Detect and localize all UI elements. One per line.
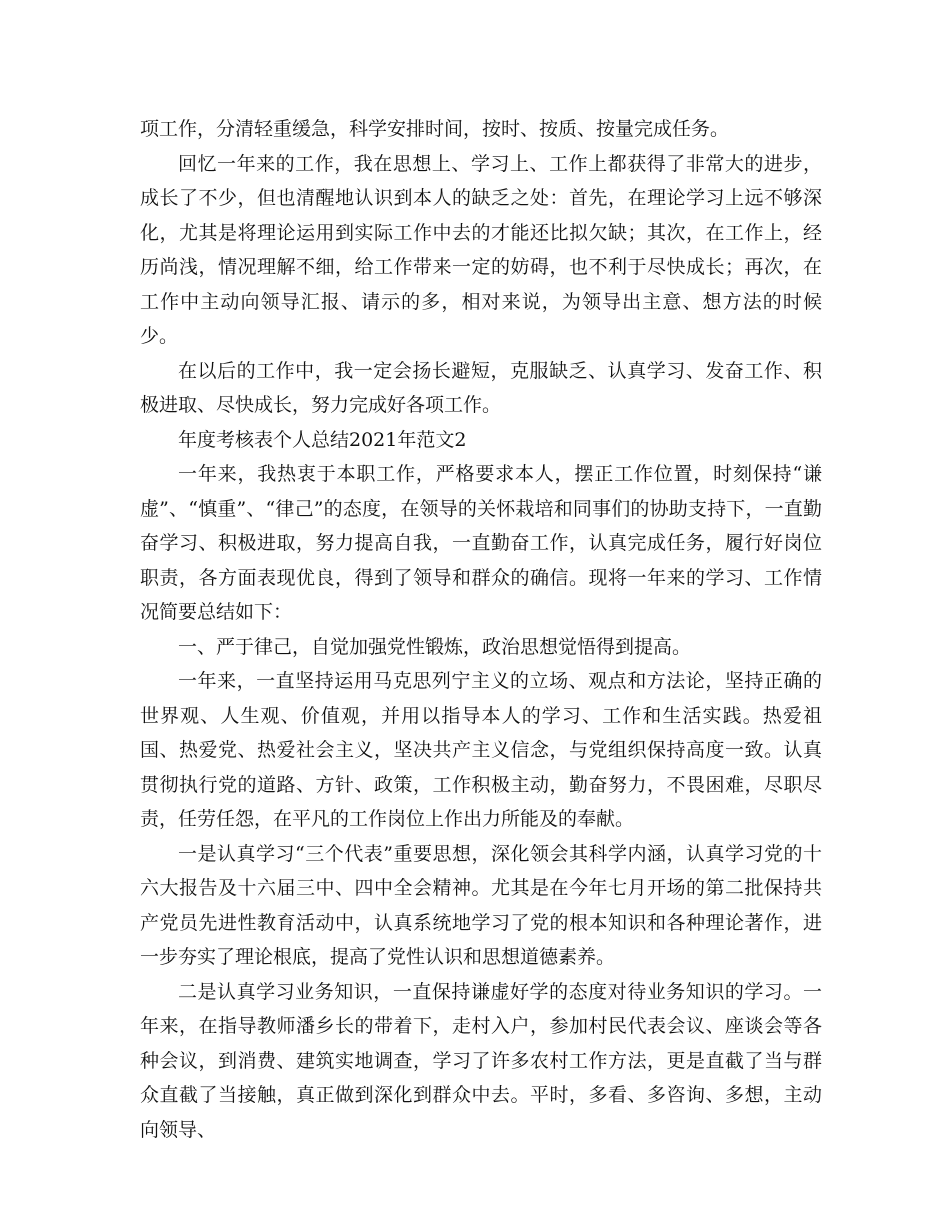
paragraph-continuation: 项工作，分清轻重缓急，科学安排时间，按时、按质、按量完成任务。 — [140, 118, 730, 140]
document-page — [140, 112, 822, 1147]
section-heading: 年度考核表个人总结2021年范文2 — [178, 428, 467, 451]
paragraph-study-theory: 一是认真学习“三个代表”重要思想，深化领会其科学内涵，认真学习党的十六大报告及十六届三中、四中全会精神。尤其是在今年七月开场的第二批保持共产党员先进性教育活动中，认真系统地学习了党的根本知识和各种理论著作，进一步夯实了理论根底，提高了党性认识和思想道德素养。 — [140, 842, 822, 968]
paragraph-future-plan: 在以后的工作中，我一定会扬长避短，克服缺乏、认真学习、发奋工作、积极进取、尽快成长，努力完成好各项工作。 — [140, 359, 822, 416]
paragraph-intro: 一年来，我热衷于本职工作，严格要求本人，摆正工作位置，时刻保持“谦虚”、“慎重”、“律己”的态度，在领导的关怀栽培和同事们的协助支持下，一直勤奋学习、积极进取，努力提高自我，一直勤奋工作，认真完成任务，履行好岗位职责，各方面表现优良，得到了领导和群众的确信。现将一年来的学习、工作情况简要总结如下： — [140, 463, 822, 623]
paragraph-study-business: 二是认真学习业务知识，一直保持谦虚好学的态度对待业务知识的学习。一年来，在指导教师潘乡长的带着下，走村入户，参加村民代表会议、座谈会等各种会议，到消费、建筑实地调查，学习了许多农村工作方法，更是直截了当与群众直截了当接触，真正做到深化到群众中去。平时，多看、多咨询、多想，主动向领导、 — [140, 980, 822, 1141]
paragraph-self-review: 回忆一年来的工作，我在思想上、学习上、工作上都获得了非常大的进步，成长了不少，但也清醒地认识到本人的缺乏之处：首先，在理论学习上远不够深化，尤其是将理论运用到实际工作中去的才能还比拟欠缺；其次，在工作上，经历尚浅，情况理解不细，给工作带来一定的妨碍，也不利于尽快成长；再次，在工作中主动向领导汇报、请示的多，相对来说，为领导出主意、想方法的时候少。 — [140, 152, 822, 347]
paragraph-point-one: 一、严于律己，自觉加强党性锻炼，政治思想觉悟得到提高。 — [178, 635, 692, 658]
paragraph-ideology: 一年来，一直坚持运用马克思列宁主义的立场、观点和方法论，坚持正确的世界观、人生观、价值观，并用以指导本人的学习、工作和生活实践。热爱祖国、热爱党、热爱社会主义，坚决共产主义信念，与党组织保持高度一致。认真贯彻执行党的道路、方针、政策，工作积极主动，勤奋努力，不畏困难，尽职尽责，任劳任怨，在平凡的工作岗位上作出力所能及的奉献。 — [140, 670, 822, 830]
